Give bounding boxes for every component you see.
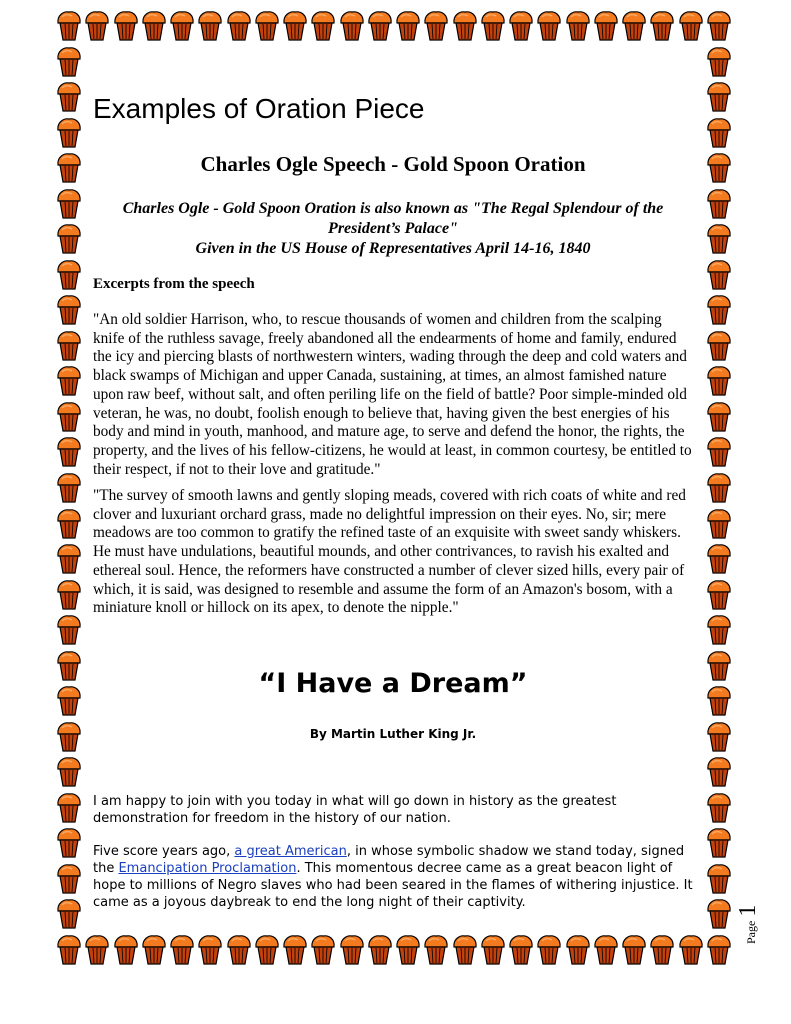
muffin-icon <box>367 10 393 42</box>
muffin-icon <box>56 294 82 326</box>
muffin-icon <box>169 934 195 966</box>
muffin-icon <box>226 10 252 42</box>
muffin-icon <box>706 117 732 149</box>
muffin-icon <box>565 934 591 966</box>
ogle-paragraph-1: "An old soldier Harrison, who, to rescue thousands of women and children from the scalping knife of the ruthless savage, freely abandoned all the endearments of home and family, endured the icy and piercing blasts of northwestern winters, wading through the deep and cold waters and black swamps of Michigan and upper Canada, sustaining, at times, an almost famished nature upon raw beef, without salt, and often periling life on the field of battle? Poor simple-minded old veteran, he was, no doubt, foolish enough to believe that, having given the best energies of his body and mind in youth, manhood, and mature age, to serve and defend the honor, the rights, the property, and the lives of his fellow-citizens, he would at least, in common courtesy, be entitled to their respect, if not to their love and gratitude." <box>93 311 692 478</box>
muffin-icon <box>621 934 647 966</box>
muffin-icon <box>706 152 732 184</box>
dream-p2-text-2: , in whose symbolic shadow we stand today, signed the <box>93 844 685 876</box>
muffin-icon <box>56 579 82 611</box>
muffin-icon <box>226 934 252 966</box>
muffin-icon <box>706 436 732 468</box>
muffin-icon <box>56 863 82 895</box>
muffin-icon <box>621 10 647 42</box>
muffin-icon <box>197 934 223 966</box>
muffin-icon <box>508 10 534 42</box>
muffin-icon <box>706 46 732 78</box>
muffin-icon <box>678 934 704 966</box>
muffin-icon <box>678 10 704 42</box>
muffin-icon <box>56 934 82 966</box>
muffin-icon <box>706 188 732 220</box>
muffin-icon <box>282 10 308 42</box>
muffin-icon <box>56 330 82 362</box>
muffin-icon <box>480 934 506 966</box>
excerpts-heading: Excerpts from the speech <box>93 276 255 292</box>
muffin-icon <box>480 10 506 42</box>
muffin-icon <box>56 259 82 291</box>
ogle-subtitle-line-1: Charles Ogle - Gold Spoon Oration is also known as "The Regal Splendour of the <box>122 200 664 217</box>
muffin-icon <box>56 436 82 468</box>
muffin-icon <box>56 650 82 682</box>
muffin-icon <box>706 863 732 895</box>
muffin-icon <box>56 223 82 255</box>
muffin-icon <box>706 614 732 646</box>
muffin-icon <box>706 81 732 113</box>
page-title: Examples of Oration Piece <box>93 93 425 124</box>
muffin-icon <box>56 81 82 113</box>
muffin-icon <box>56 898 82 930</box>
ogle-paragraph-2: "The survey of smooth lawns and gently sloping meads, covered with rich coats of white and red clover and luxuriant orchard grass, made no delightful impression on their eyes. No, sir; mere meadows are too common to gratify the refined taste of an exquisite with sweet sandy whiskers. He must have undulations, beautiful mounds, and other contrivances, to ravish his exalted and ethereal soul. Hence, the reformers have constructed a number of clever sized hills, every pair of which, it is said, was designed to resemble and assume the form of an Amazon's bosom, with a miniature knoll or hillock on its apex, to denote the nipple." <box>93 487 686 617</box>
muffin-icon <box>395 934 421 966</box>
muffin-icon <box>706 792 732 824</box>
muffin-icon <box>254 10 280 42</box>
muffin-icon <box>310 934 336 966</box>
muffin-icon <box>169 10 195 42</box>
muffin-icon <box>706 756 732 788</box>
page-number-value: 1 <box>735 904 761 917</box>
dream-author: By Martin Luther King Jr. <box>309 727 477 741</box>
ogle-speech-title: Charles Ogle Speech - Gold Spoon Oration <box>200 152 586 176</box>
muffin-icon <box>282 934 308 966</box>
page-label: Page <box>744 920 758 944</box>
dream-title: “I Have a Dream” <box>258 668 528 699</box>
muffin-icon <box>56 756 82 788</box>
muffin-icon <box>706 721 732 753</box>
muffin-icon <box>706 10 732 42</box>
muffin-icon <box>706 401 732 433</box>
page-number <box>734 883 764 943</box>
muffin-icon <box>565 10 591 42</box>
ogle-speech-subtitle <box>93 199 693 259</box>
muffin-icon <box>706 579 732 611</box>
muffin-icon <box>706 223 732 255</box>
muffin-icon <box>197 10 223 42</box>
dream-paragraph-1: I am happy to join with you today in what will go down in history as the greatest demonstration for freedom in the history of our nation. <box>93 794 617 826</box>
muffin-icon <box>706 543 732 575</box>
muffin-icon <box>56 827 82 859</box>
emancipation-proclamation-link[interactable]: Emancipation Proclamation <box>118 861 297 876</box>
muffin-icon <box>56 685 82 717</box>
muffin-icon <box>56 188 82 220</box>
muffin-icon <box>536 934 562 966</box>
muffin-icon <box>56 46 82 78</box>
muffin-icon <box>56 543 82 575</box>
muffin-icon <box>367 934 393 966</box>
muffin-icon <box>593 10 619 42</box>
muffin-icon <box>141 10 167 42</box>
muffin-icon <box>706 827 732 859</box>
muffin-icon <box>706 330 732 362</box>
muffin-icon <box>56 152 82 184</box>
muffin-icon <box>84 934 110 966</box>
muffin-icon <box>706 294 732 326</box>
muffin-icon <box>649 934 675 966</box>
dream-p2-text-1: Five score years ago, <box>93 844 235 859</box>
muffin-icon <box>508 934 534 966</box>
muffin-icon <box>706 898 732 930</box>
muffin-icon <box>706 685 732 717</box>
muffin-icon <box>395 10 421 42</box>
ogle-subtitle-line-2: President’s Palace" <box>328 220 458 237</box>
muffin-icon <box>254 934 280 966</box>
muffin-icon <box>56 472 82 504</box>
muffin-icon <box>56 792 82 824</box>
muffin-icon <box>706 934 732 966</box>
muffin-icon <box>706 650 732 682</box>
muffin-icon <box>141 934 167 966</box>
muffin-icon <box>706 259 732 291</box>
muffin-icon <box>310 10 336 42</box>
muffin-icon <box>423 10 449 42</box>
muffin-icon <box>56 721 82 753</box>
muffin-icon <box>706 472 732 504</box>
muffin-icon <box>56 365 82 397</box>
muffin-icon <box>56 10 82 42</box>
muffin-icon <box>706 365 732 397</box>
muffin-icon <box>84 10 110 42</box>
muffin-icon <box>113 10 139 42</box>
muffin-icon <box>452 10 478 42</box>
muffin-icon <box>113 934 139 966</box>
muffin-icon <box>593 934 619 966</box>
muffin-icon <box>56 401 82 433</box>
muffin-icon <box>536 10 562 42</box>
muffin-icon <box>452 934 478 966</box>
great-american-link[interactable]: a great American <box>234 844 347 859</box>
muffin-icon <box>339 10 365 42</box>
muffin-icon <box>339 934 365 966</box>
muffin-icon <box>423 934 449 966</box>
muffin-icon <box>649 10 675 42</box>
dream-p2-text-3: . This momentous decree came as a great beacon light of hope to millions of Negro slaves who had been seared in the flames of withering injustice. It came as a joyous daybreak to end the long night of their captivity. <box>93 861 693 910</box>
muffin-icon <box>56 508 82 540</box>
muffin-icon <box>706 508 732 540</box>
ogle-subtitle-line-3: Given in the US House of Representatives April 14-16, 1840 <box>195 240 591 257</box>
dream-paragraph-2 <box>93 843 701 911</box>
muffin-icon <box>56 614 82 646</box>
muffin-icon <box>56 117 82 149</box>
